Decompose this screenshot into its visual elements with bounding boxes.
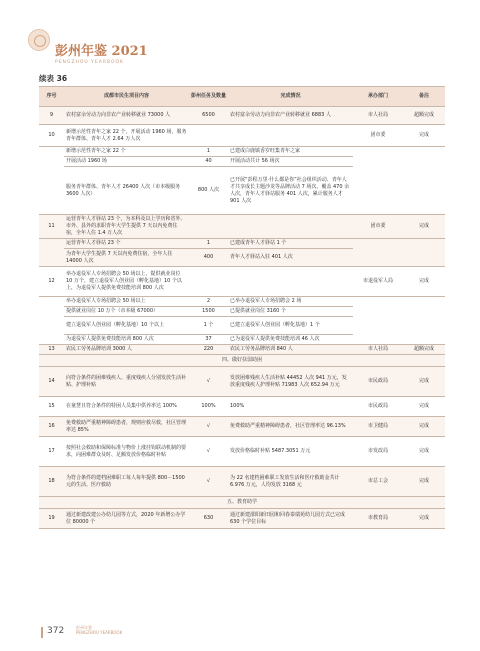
cell-dept — [353, 297, 403, 307]
page-footer — [39, 624, 459, 642]
table-row — [39, 437, 445, 467]
cell-note — [403, 307, 445, 317]
cell-qty: √ — [189, 417, 228, 437]
cell-result: 为 22 名建档困难职工发放生活和医疗救助金共计 6.976 万元，人均发放 3168 元 — [228, 467, 353, 497]
continuation-label: 续表 36 — [39, 74, 68, 83]
cell-dept: 市退役军人局 — [353, 267, 403, 297]
cell-qty: 6500 — [189, 107, 228, 125]
cell-content: 新增示范性青年之家 22 个，开展活动 1960 场，服务青年群体、青年人才 2.64 万人次 — [64, 125, 189, 147]
header-title: 彭州年鉴 2021 — [55, 44, 148, 59]
cell-dept — [353, 167, 403, 215]
cell-result: 100% — [228, 397, 353, 417]
col-header-note: 备注 — [403, 87, 445, 107]
cell-content: 运营青年人才驿站 23 个，为本科及以上学历和省外、市外、县外的求职青年大学生提供 7 天以内免费住宿，全年人住 1.4 万人次 — [64, 215, 189, 239]
cell-dept: 市卫健局 — [353, 417, 403, 437]
cell-dept: 市民政局 — [353, 397, 403, 417]
cell-note: 完成 — [403, 437, 445, 467]
cell-result: 已建成青年人才驿站 1 个 — [228, 239, 353, 249]
cell-result: 通过新建濛阳新田园和回春泰瑞苑幼儿园方式已完成 630 个学位目标 — [228, 509, 353, 529]
cell-content: 免费救助严重精神障碍患者，规则应救尽救，社区管理率达 85% — [64, 417, 189, 437]
table-row — [39, 417, 445, 437]
cell-note: 完成 — [403, 397, 445, 417]
cell-dept — [353, 335, 403, 345]
cell-note — [403, 239, 445, 249]
table-row — [39, 267, 445, 297]
cell-no: 16 — [39, 417, 64, 437]
cell-content: 农民工劳务品牌培训 3000 人 — [64, 345, 189, 355]
cell-dept: 团市委 — [353, 125, 403, 147]
cell-note: 完成 — [403, 509, 445, 529]
page-number-block — [47, 626, 64, 636]
table-row — [39, 335, 445, 345]
cell-qty: 1500 — [189, 307, 228, 317]
cell-qty: √ — [189, 437, 228, 467]
cell-qty — [189, 125, 228, 147]
cell-result: 发放价格临时补贴 5487.3051 万元 — [228, 437, 353, 467]
cell-qty: √ — [189, 467, 228, 497]
cell-content: 农村富余劳动力向非农产业转移就业 73000 人 — [64, 107, 189, 125]
cell-content: 举办退役军人专场招聘会 50 场以上 — [64, 297, 189, 307]
col-header-content: 成都市民生项目内容 — [64, 87, 189, 107]
page-header — [0, 0, 480, 65]
cell-content: 为退役军人提供免费技能培训 800 人次 — [64, 335, 189, 345]
section-row — [39, 497, 445, 509]
cell-no: 14 — [39, 367, 64, 397]
cell-note — [403, 157, 445, 167]
cell-note — [403, 335, 445, 345]
table-header-row — [39, 87, 445, 107]
cell-no — [39, 317, 64, 335]
cell-result — [228, 215, 353, 239]
cell-no: 11 — [39, 215, 64, 239]
cell-no — [39, 335, 64, 345]
cell-no: 15 — [39, 397, 64, 417]
table-row — [39, 239, 445, 249]
cell-qty: 800 人次 — [189, 167, 228, 215]
section-row — [39, 355, 445, 367]
cell-no: 12 — [39, 267, 64, 297]
cell-content: 新增示范性青年之家 22 个 — [64, 147, 189, 157]
cell-note — [403, 297, 445, 307]
cell-content: 按照社会救助和保障标准与物价上涨挂钩联动机制的要求，向困难群众及时、足额发放价格临时补贴 — [64, 437, 189, 467]
footer-label-cn: 彭州年鉴 — [76, 625, 92, 630]
cell-content: 为符合条件的建档困难职工每人每年提供 800－1500 元的生活、医疗救助 — [64, 467, 189, 497]
cell-no — [39, 147, 64, 157]
cell-content: 运营青年人才驿站 23 个 — [64, 239, 189, 249]
col-header-result: 完成情况 — [228, 87, 353, 107]
cell-no — [39, 249, 64, 267]
cell-result: 已提供就业岗位 3160 个 — [228, 307, 353, 317]
cell-dept: 市教育局 — [353, 509, 403, 529]
cell-note: 完成 — [403, 267, 445, 297]
cell-note — [403, 167, 445, 215]
cell-content: 为青年大学生提供 7 天以内免费住宿，全年人住 14000 人次 — [64, 249, 189, 267]
cell-qty: 40 — [189, 157, 228, 167]
cell-no — [39, 239, 64, 249]
col-header-no: 序号 — [39, 87, 64, 107]
cell-note: 超额完成 — [403, 107, 445, 125]
footer-label-en: PENGZHOU YEARBOOK — [76, 630, 123, 635]
cell-result: 免费救助严重精神障碍患者，社区管理率达 96.13% — [228, 417, 353, 437]
cell-result: 已为退役军人提供免费技能培训 46 人次 — [228, 335, 353, 345]
cell-qty: 2 — [189, 297, 228, 307]
cell-qty: 400 — [189, 249, 228, 267]
table-row — [39, 317, 445, 335]
cell-no: 9 — [39, 107, 64, 125]
cell-result: 青年人才驿站入驻 401 人次 — [228, 249, 353, 267]
cell-dept: 团市委 — [353, 215, 403, 239]
table-row — [39, 125, 445, 147]
col-header-qty: 彭州任务及数量 — [189, 87, 228, 107]
table-row — [39, 367, 445, 397]
cell-result: 已开展“彭程万里·什么都是你”社会组织活动、青年人才共享成长主题沙龙等品牌活动 7 场次、覆盖 470 余人次，青年人才驿站服务 401 人次，累计服务人才 901 人次 — [228, 167, 353, 215]
table-row — [39, 397, 445, 417]
cell-note: 完成 — [403, 417, 445, 437]
cell-note — [403, 317, 445, 335]
cell-content: 举办退役军人专场招聘会 50 场以上，提供就业岗位 10 万个，建立退役军人创业园（孵化基地）10 个以上，为退役军人提供免费技能培训 800 人次 — [64, 267, 189, 297]
cell-result: 已建立退役军人创业园（孵化基地）1 个 — [228, 317, 353, 335]
cell-qty: 1 — [189, 239, 228, 249]
cell-note: 完成 — [403, 215, 445, 239]
cell-dept — [353, 307, 403, 317]
cell-dept — [353, 239, 403, 249]
cell-result — [228, 267, 353, 297]
cell-dept: 市总工会 — [353, 467, 403, 497]
header-title-block — [55, 40, 148, 65]
cell-result: 已举办退役军人专场招聘会 2 场 — [228, 297, 353, 307]
cell-no: 19 — [39, 509, 64, 529]
table-row — [39, 345, 445, 355]
cell-result: 发放困难残疾人生活补贴 44452 人次 941 万元，发放重度残疾人护理补贴 71983 人次 652.94 万元 — [228, 367, 353, 397]
cell-result: 已建成白鹿镇香岁旺集青年之家 — [228, 147, 353, 157]
cell-no: 10 — [39, 125, 64, 147]
cell-content: 在童慧且符合条件的特困人员集中供养率达 100% — [64, 397, 189, 417]
col-header-dept: 承办部门 — [353, 87, 403, 107]
cell-qty: 630 — [189, 509, 228, 529]
cell-no — [39, 307, 64, 317]
cell-qty: 100% — [189, 397, 228, 417]
cell-dept: 市发改局 — [353, 437, 403, 467]
cell-no: 13 — [39, 345, 64, 355]
cell-note — [403, 147, 445, 157]
header-subtitle: PENGZHOU YEARBOOK — [55, 60, 124, 65]
cell-dept: 市人社局 — [353, 345, 403, 355]
cell-dept: 市民政局 — [353, 367, 403, 397]
cell-content: 服务青年群体、青年人才 26400 人次（市本级服务 3600 人次） — [64, 167, 189, 215]
cell-content: 开展活动 1960 场 — [64, 157, 189, 167]
table-row — [39, 215, 445, 239]
cell-note: 完成 — [403, 125, 445, 147]
section-title-five: 五、教育助学 — [39, 497, 445, 509]
cell-qty — [189, 215, 228, 239]
cell-qty — [189, 267, 228, 297]
cell-dept: 市人社局 — [353, 107, 403, 125]
cell-result: 农民工劳务品牌培训 840 人 — [228, 345, 353, 355]
cell-qty: 220 — [189, 345, 228, 355]
cell-qty: 37 — [189, 335, 228, 345]
table-row — [39, 307, 445, 317]
cell-no — [39, 167, 64, 215]
footer-label — [76, 625, 122, 635]
cell-note: 完成 — [403, 467, 445, 497]
table-row — [39, 167, 445, 215]
cell-no: 18 — [39, 467, 64, 497]
footer-bar-icon — [41, 627, 43, 638]
cell-dept — [353, 249, 403, 267]
cell-no — [39, 297, 64, 307]
cell-content: 建立退役军人创业园（孵化基地）10 个以上 — [64, 317, 189, 335]
cell-note: 超额完成 — [403, 345, 445, 355]
cell-qty: 1 个 — [189, 317, 228, 335]
table-row — [39, 157, 445, 167]
section-title-four: 四、做好扶弱助困 — [39, 355, 445, 367]
cell-dept — [353, 157, 403, 167]
table-row — [39, 147, 445, 157]
cell-qty: √ — [189, 367, 228, 397]
cell-content: 提供就业岗位 10 万个（市本级 67000） — [64, 307, 189, 317]
cell-note — [403, 249, 445, 267]
cell-result: 农村富余劳动力向非农产业转移就业 6883 人 — [228, 107, 353, 125]
livelihood-projects-table — [39, 86, 445, 529]
cell-dept — [353, 147, 403, 157]
yearbook-logo-icon — [28, 29, 50, 51]
cell-dept — [353, 317, 403, 335]
cell-result — [228, 125, 353, 147]
cell-no — [39, 157, 64, 167]
cell-content: 向符合条件的困难残疾人、重度残疾人分别发放生活补贴、护理补贴 — [64, 367, 189, 397]
cell-no: 17 — [39, 437, 64, 467]
cell-result: 开展活动共计 56 场次 — [228, 157, 353, 167]
table-row — [39, 249, 445, 267]
cell-note: 完成 — [403, 367, 445, 397]
table-row — [39, 509, 445, 529]
table-row — [39, 107, 445, 125]
table-row — [39, 467, 445, 497]
cell-qty: 1 — [189, 147, 228, 157]
cell-content: 通过新建改建公办幼儿园等方式，2020 年新增公办学位 80000 个 — [64, 509, 189, 529]
table-row — [39, 297, 445, 307]
page-number: 372 — [47, 626, 65, 636]
